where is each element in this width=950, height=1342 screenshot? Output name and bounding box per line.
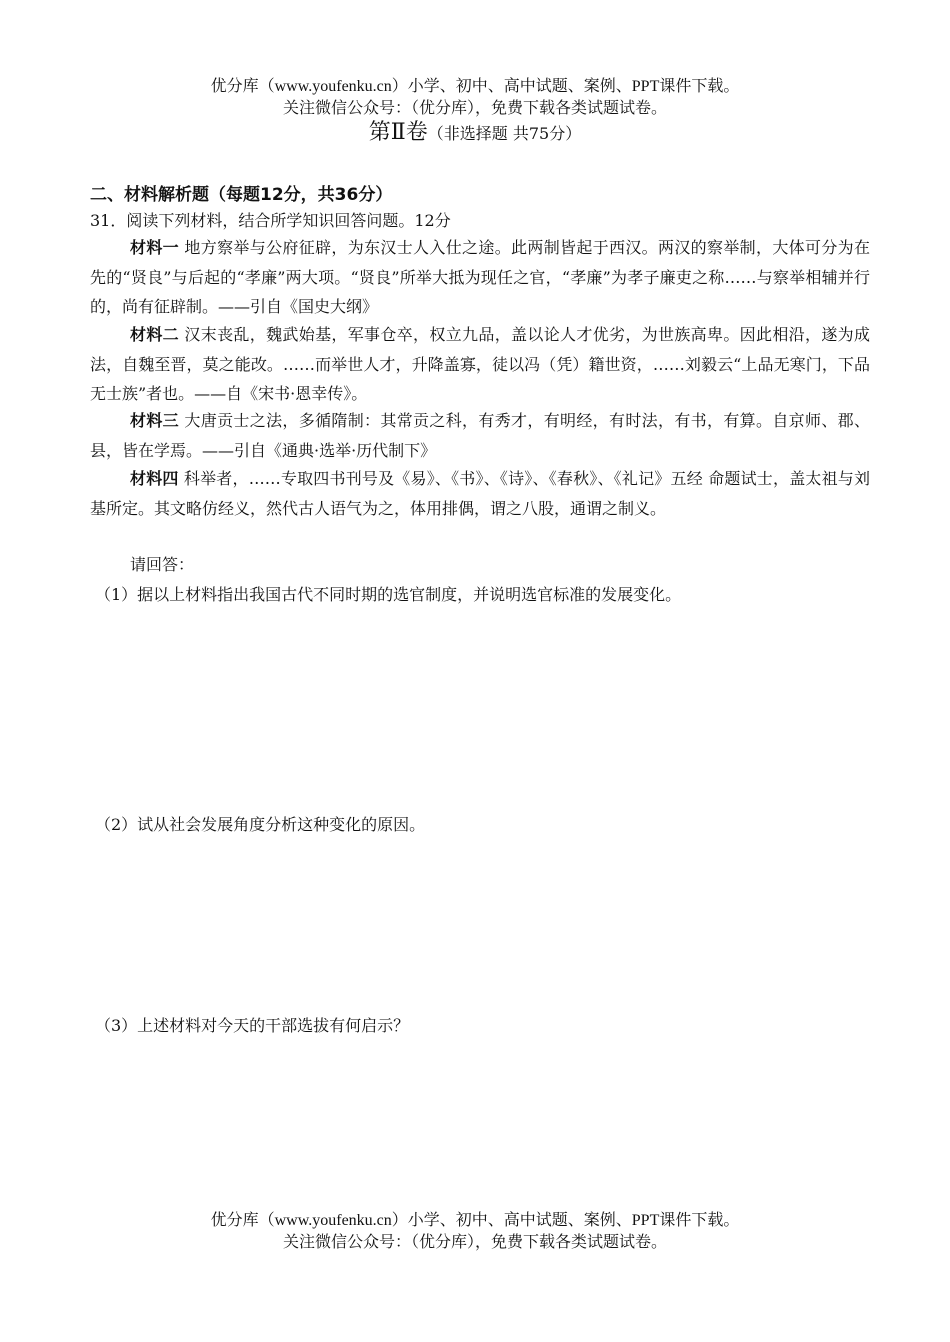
header-line-1: 优分库（www.youfenku.cn）小学、初中、高中试题、案例、PPT课件下载。 [210, 78, 740, 95]
footer-line-2: 关注微信公众号：（优分库），免费下载各类试题试卷。 [282, 1234, 667, 1251]
material-3 [90, 406, 870, 465]
material-4-label: 材料四 [130, 469, 179, 488]
material-1 [90, 233, 870, 322]
subquestion-1: （1）据以上材料指出我国古代不同时期的选官制度，并说明选官标准的发展变化。 [95, 585, 682, 604]
page-title [0, 118, 950, 149]
material-2 [90, 320, 870, 409]
question-31: 31．阅读下列材料，结合所学知识回答问题。12分 [90, 211, 451, 230]
title-sub: （非选择题 共75分） [427, 124, 582, 143]
material-2-text: 汉末丧乱，魏武始基，军事仓卒，权立九品，盖以论人才优劣，为世族高卑。因此相沿，遂为成法，自魏至晋，莫之能改。……而举世人才，升降盖寡，徒以冯（凭）籍世资，……刘毅云“上品无寒门，下品无士族”者也。——自《宋书·恩幸传》。 [90, 325, 870, 403]
material-4-text: 科举者，……专取四书刊号及《易》、《书》、《诗》、《春秋》、《礼记》五经 命题试士，盖太祖与刘基所定。其文略仿经义，然代古人语气为之，体用排偶，谓之八股，通谓之制义。 [90, 469, 870, 518]
answer-prompt: 请回答： [130, 555, 195, 574]
material-3-label: 材料三 [130, 411, 179, 430]
subquestion-3: （3）上述材料对今天的干部选拔有何启示？ [95, 1016, 410, 1035]
header-line-2: 关注微信公众号：（优分库），免费下载各类试题试卷。 [282, 100, 667, 117]
title-main: 第Ⅱ卷 [368, 120, 428, 145]
material-2-label: 材料二 [130, 325, 179, 344]
footer-line-1: 优分库（www.youfenku.cn）小学、初中、高中试题、案例、PPT课件下载。 [210, 1212, 740, 1229]
section-heading: 二、材料解析题（每题12分，共36分） [90, 185, 393, 205]
material-4 [90, 464, 870, 523]
subquestion-2: （2）试从社会发展角度分析这种变化的原因。 [95, 815, 426, 834]
material-1-label: 材料一 [130, 238, 179, 257]
material-3-text: 大唐贡士之法，多循隋制：其常贡之科，有秀才，有明经，有时法，有书，有算。自京师、郡、县，皆在学焉。——引自《通典·选举·历代制下》 [90, 411, 870, 460]
material-1-text: 地方察举与公府征辟，为东汉士人入仕之途。此两制皆起于西汉。两汉的察举制，大体可分为在先的“贤良”与后起的“孝廉”两大项。“贤良”所举大抵为现任之官，“孝廉”为孝子廉吏之称……与察举相辅并行的，尚有征辟制。——引自《国史大纲》 [90, 238, 870, 316]
